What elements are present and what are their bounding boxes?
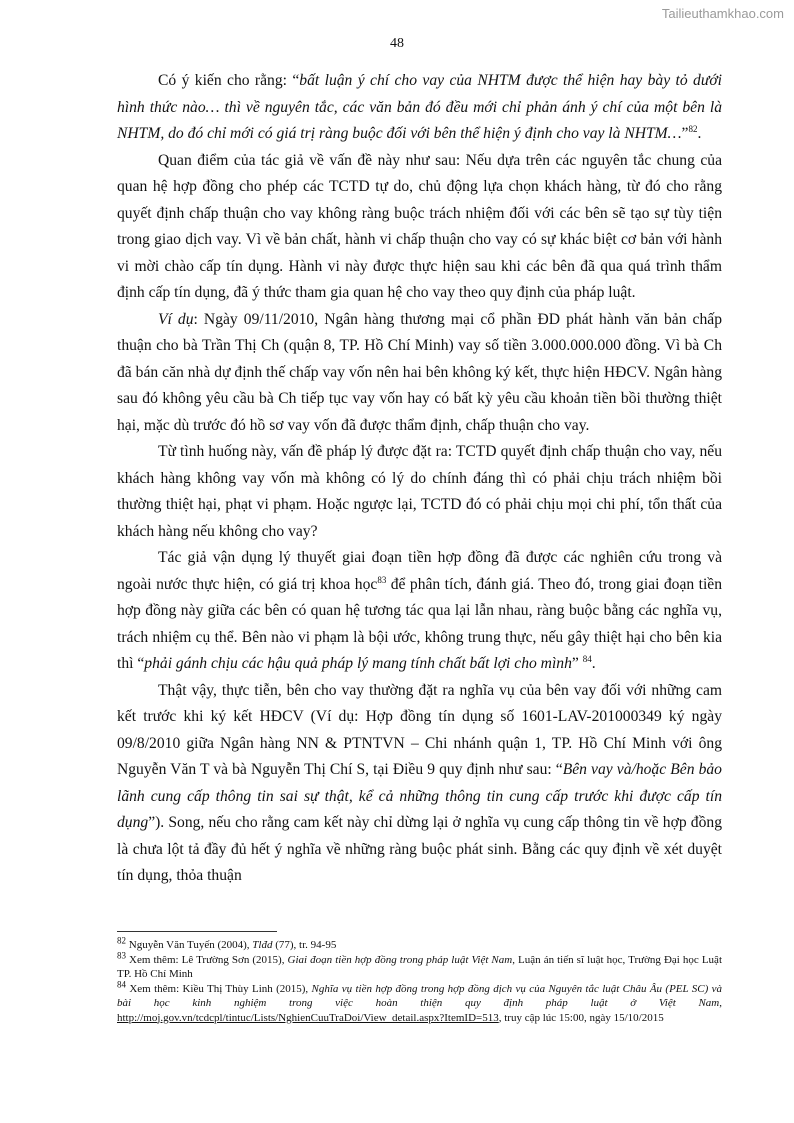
footnote-82: [117, 935, 722, 953]
paragraph-3: [117, 307, 722, 440]
p5-quote: phải gánh chịu các hậu quả pháp lý mang tính chất bất lợi cho mình: [144, 655, 572, 672]
footnote-title: Nghĩa vụ tiền hợp đồng trong hợp đồng dịch vụ của Nguyên tắc luật Châu Âu (PEL SC) và bài học kinh nghiệm trong việc hoàn thiện quy định pháp luật ở Việt Nam: [117, 982, 722, 1009]
paragraph-4: Từ tình huống này, vấn đề pháp lý được đặt ra: TCTD quyết định chấp thuận cho vay, nếu khách hàng không vay vốn mà không có lý do chính đáng thì có phải chịu trách nhiệm bồi thường thiệt hại, phạt vi phạm. Hoặc ngược lại, TCTD đó có phải chịu mọi chi phí, tổn thất của khách hàng nếu không cho vay?: [117, 443, 722, 540]
footnotes: [117, 935, 722, 1025]
footnote-text: Xem thêm: Kiều Thị Thùy Linh (2015),: [126, 982, 312, 995]
footnote-text: Nguyễn Văn Tuyến (2004),: [126, 939, 253, 951]
footnote-divider: [117, 931, 277, 932]
paragraph-1: [117, 68, 722, 148]
paragraph-2: Quan điểm của tác giả về vấn đề này như sau: Nếu dựa trên các nguyên tắc chung của quan hệ hợp đồng cho phép các TCTD tự do, chủ động lựa chọn khách hàng, từ đó cho rằng quyết định chấp thuận cho vay không ràng buộc trách nhiệm đối với các bên sẽ tạo sự tùy tiện trong giao dịch vay. Vì về bản chất, hành vi chấp thuận cho vay có sự khác biệt cơ bản với hành vi mời chào cấp tín dụng. Hành vi này được thực hiện sau khi các bên đã qua quá trình thẩm định cấp tín dụng, đã ý thức tham gia quan hệ cho vay theo quy định của pháp luật.: [117, 151, 722, 301]
body-text: [117, 68, 722, 890]
footnote-84: [117, 978, 722, 1026]
footnote-rest: , Luận án tiến sĩ luật học, Trường Đại học Luật TP. Hồ Chí Minh: [117, 953, 722, 980]
footnote-number: 83: [117, 949, 126, 960]
footnote-ref-82[interactable]: 82: [688, 123, 698, 134]
footnote-title: Tlđd: [252, 939, 273, 951]
footnote-83: [117, 949, 722, 982]
footnote-text: Xem thêm: Lê Trường Sơn (2015),: [126, 953, 288, 966]
p6-tail: ”). Song, nếu cho rằng cam kết này chỉ dừng lại ở nghĩa vụ cung cấp thông tin về hợp đồng là chưa lột tả đầy đủ hết ý nghĩa về những ràng buộc phát sinh. Bằng các quy định về xét duyệt tín dụng, thỏa thuận: [117, 814, 722, 884]
footnote-number: 84: [117, 978, 126, 989]
footnote-number: 82: [117, 935, 126, 946]
p3-text: : Ngày 09/11/2010, Ngân hàng thương mại cổ phần ĐD phát hành văn bản chấp thuận cho bà Trần Thị Ch (quận 8, TP. Hồ Chí Minh) vay số tiền 3.000.000.000 đồng. Vì bà Ch đã bán căn nhà dự định thế chấp vay vốn nên hai bên không ký kết, thực hiện HĐCV. Ngân hàng sau đó không yêu cầu bà Ch tiếp tục vay vốn hay có bất kỳ yêu cầu khoản tiền bồi thường thiệt hại, mặc dù trước đó hồ sơ vay vốn đã được thẩm định, chấp thuận cho vay.: [117, 310, 722, 434]
p1-tail: ”: [681, 125, 689, 142]
footnote-rest: (77), tr. 94-95: [272, 939, 337, 951]
p6-lead: Thật vậy, thực tiễn, bên cho vay thường đặt ra nghĩa vụ của bên vay đối với những cam kết trước khi ký kết HĐCV (Ví dụ: Hợp đồng tín dụng số 1601-LAV-201000349 ký ngày 09/8/2010 giữa Ngân hàng NN & PTNTVN – Chi nhánh quận 1, TP. Hồ Chí Minh với ông Nguyễn Văn T và bà Nguyễn Thị Chí S, tại Điều 9 quy định như sau: “: [117, 681, 722, 778]
footnote-link[interactable]: http://moj.gov.vn/tcdcpl/tintuc/Lists/NghienCuuTraDoi/View_detail.aspx?ItemID=513: [117, 1011, 499, 1024]
p1-end: .: [697, 125, 702, 142]
p5-end: .: [591, 655, 596, 672]
p5-tail: ”: [571, 655, 583, 672]
p6-quote: Bên vay và/hoặc Bên bảo lãnh cung cấp thông tin sai sự thật, kể cả những thông tin cung cấp trước khi được cấp tín dụng: [117, 761, 722, 831]
footnote-separator: ,: [719, 997, 722, 1009]
footnote-rest: , truy cập lúc 15:00, ngày 15/10/2015: [498, 1011, 664, 1024]
paragraph-5: [117, 545, 722, 678]
p5-mid: để phân tích, đánh giá. Theo đó, trong giai đoạn tiền hợp đồng này giữa các bên có quan hệ tương tác qua lại lẫn nhau, ràng buộc bằng các nghĩa vụ, trách nhiệm cụ thể. Bên nào vi phạm là bội ước, không trung thực, nếu gây thiệt hại cho bên kia thì “: [117, 575, 723, 672]
footnote-ref-83[interactable]: 83: [377, 574, 387, 585]
paragraph-6: [117, 678, 722, 890]
p1-lead: Có ý kiến cho rằng: “: [158, 72, 300, 89]
p5-lead: Tác giả vận dụng lý thuyết giai đoạn tiền hợp đồng đã được các nghiên cứu trong và ngoài nước thực hiện, có giá trị khoa học: [117, 549, 722, 593]
footnote-title: Giai đoạn tiền hợp đồng trong pháp luật Việt Nam: [287, 953, 513, 966]
p1-quote: bất luận ý chí cho vay của NHTM được thể hiện hay bày tỏ dưới hình thức nào… thì về nguyên tắc, các văn bản đó đều mới chỉ phản ánh ý chí của một bên là NHTM, do đó chỉ mới có giá trị ràng buộc đối với bên thể hiện ý định cho vay là NHTM…: [117, 72, 722, 142]
watermark: Tailieuthamkhao.com: [661, 6, 784, 21]
footnote-ref-84[interactable]: 84: [582, 653, 592, 664]
example-label: Ví dụ: [158, 310, 194, 328]
page-number: 48: [390, 36, 404, 51]
